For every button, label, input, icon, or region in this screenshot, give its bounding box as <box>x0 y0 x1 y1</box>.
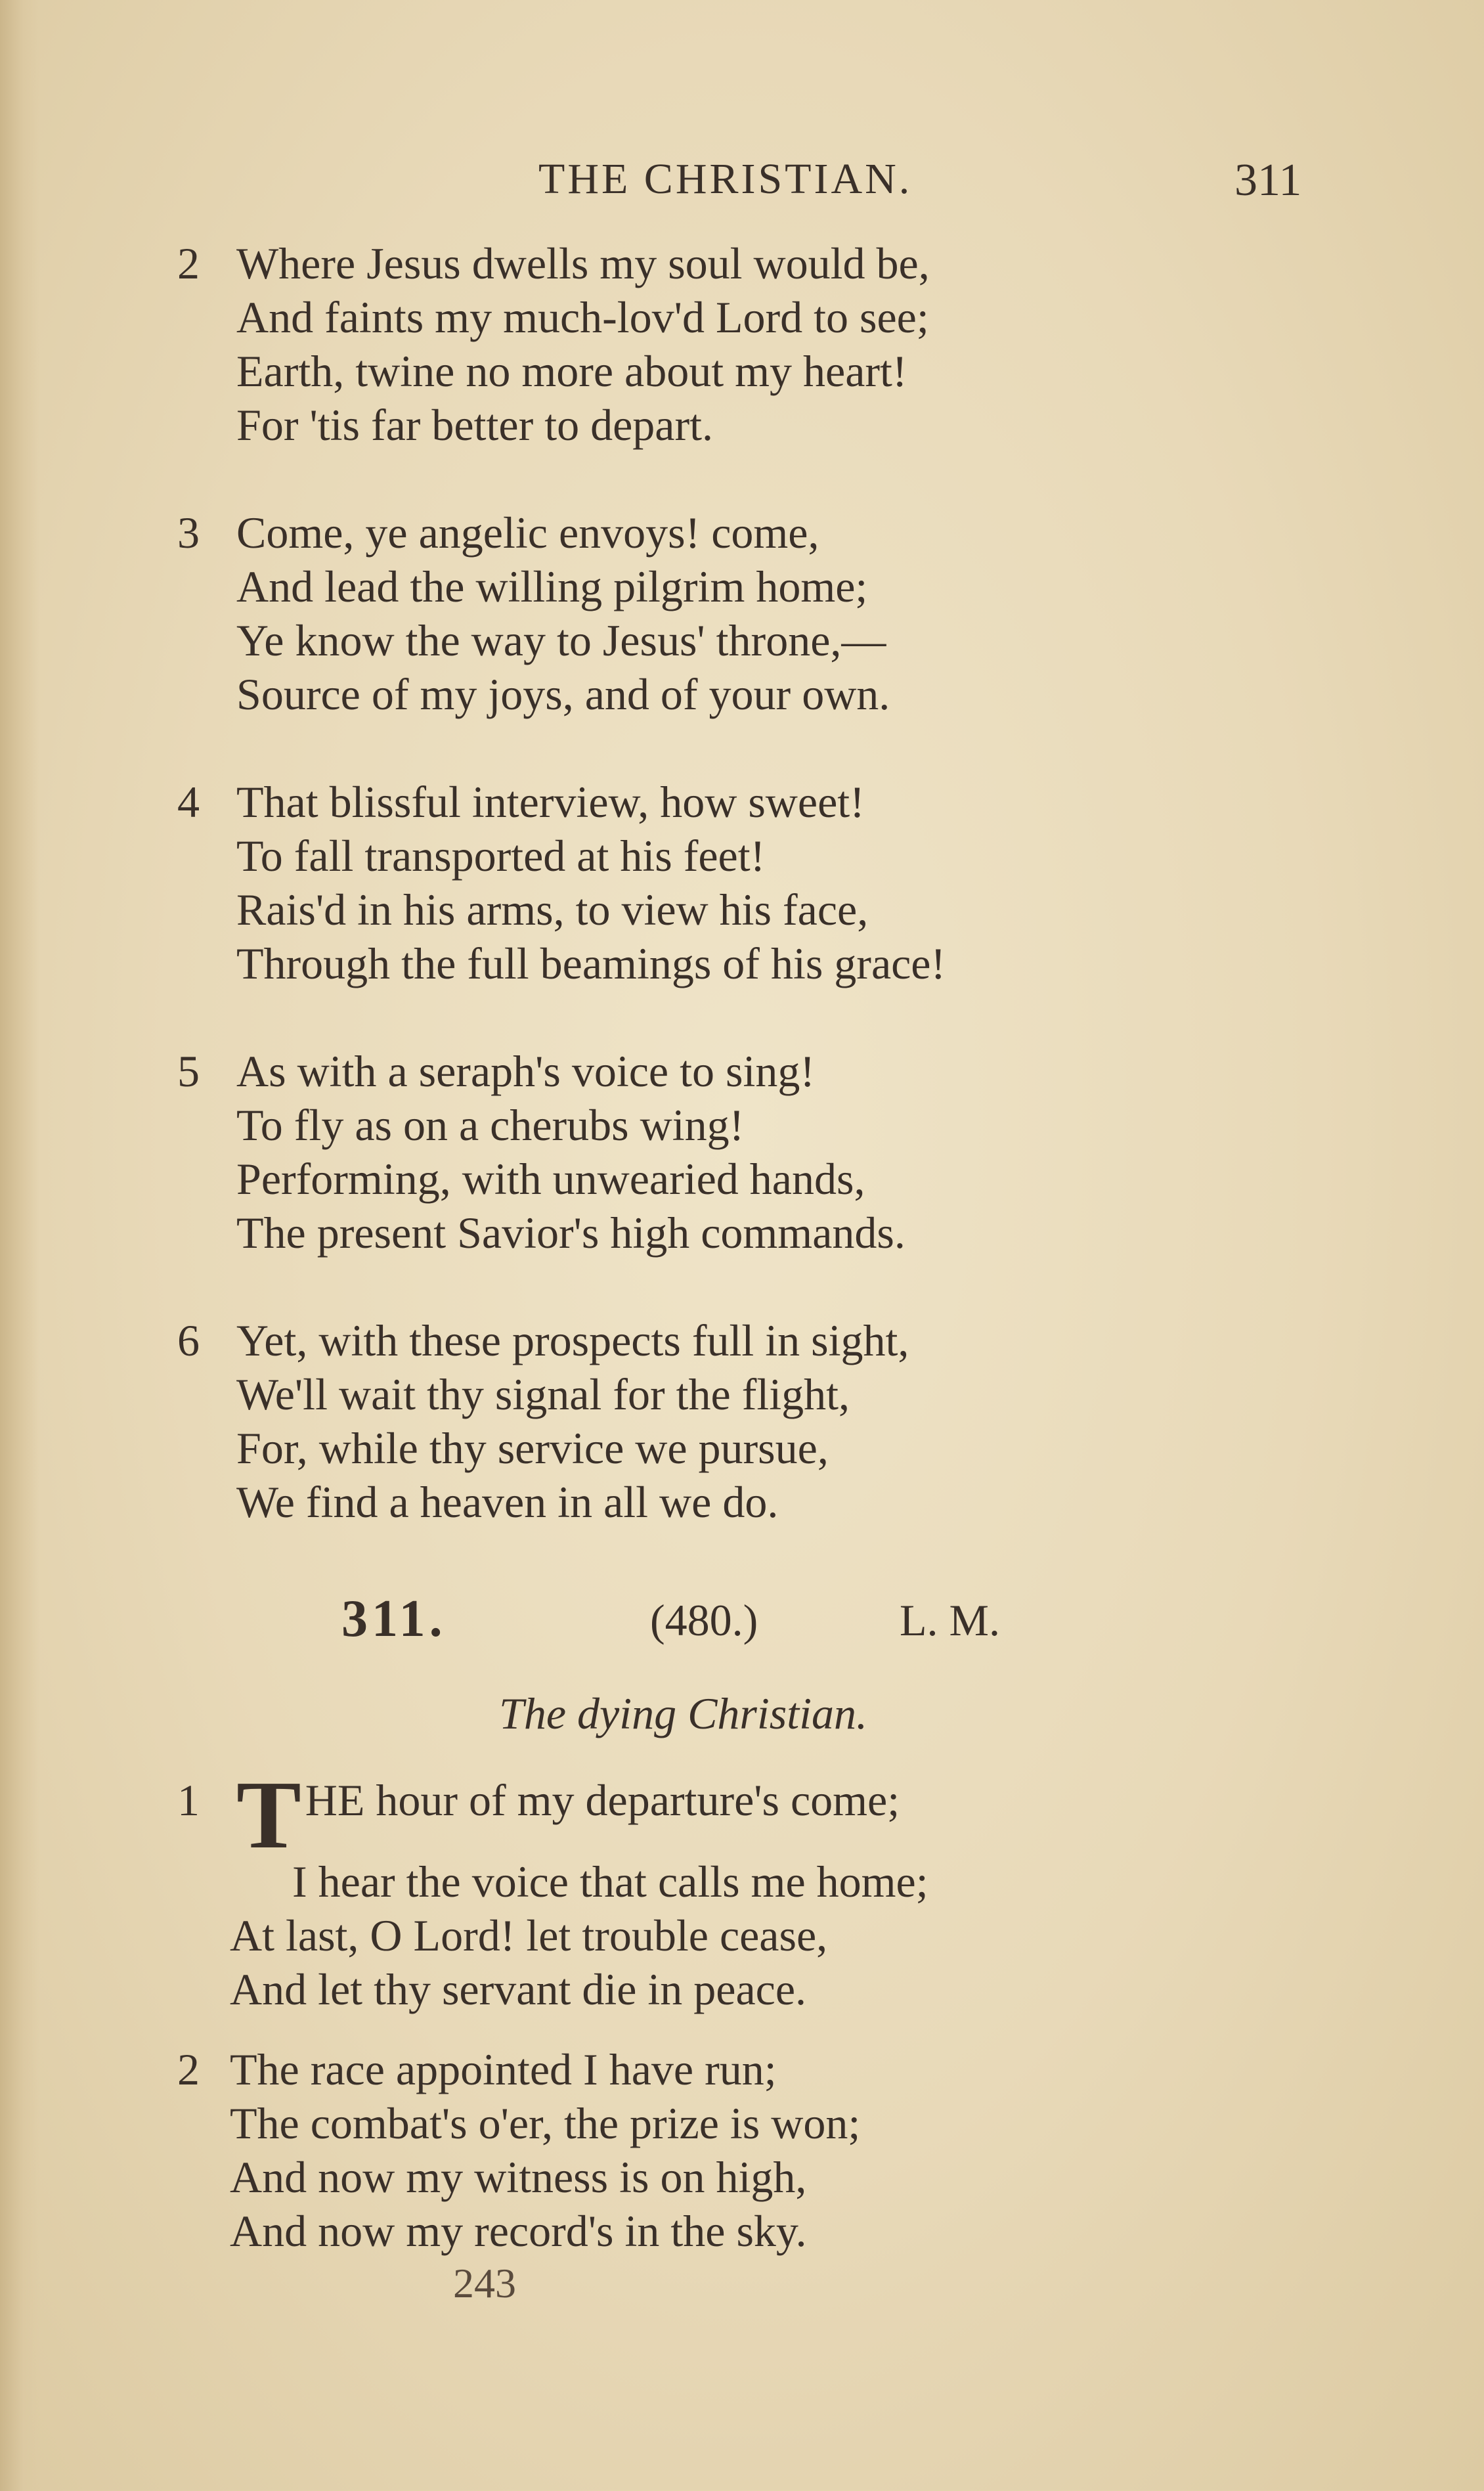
running-head: THE CHRISTIAN. <box>538 155 913 203</box>
stanza-line: To fly as on a cherubs wing! <box>236 1100 745 1150</box>
hymn-number: 311. <box>341 1590 447 1648</box>
stanza-line: 6 Yet, with these prospects full in sight, <box>177 1313 909 1367</box>
stanza-number: 3 <box>177 508 200 558</box>
stanza-line: 4 That blissful interview, how sweet! <box>177 775 946 829</box>
stanza-line: Performing, with unwearied hands, <box>236 1154 865 1204</box>
stanza-line: At last, O Lord! let trouble cease, <box>230 1910 828 1960</box>
stanza-number: 1 <box>177 1775 200 1825</box>
stanza-line: 2 The race appointed I have run; <box>177 2042 860 2096</box>
stanza-line: 3 Come, ye angelic envoys! come, <box>177 506 890 560</box>
page-binding-edge <box>0 0 39 2491</box>
stanza-3 <box>177 506 890 721</box>
hymn-title: The dying Christian. <box>499 1688 868 1738</box>
stanza-line: Earth, twine no more about my heart! <box>236 346 907 396</box>
stanza-line: And let thy servant die in peace. <box>230 1964 807 2014</box>
stanza-line: Rais'd in his arms, to view his face, <box>236 885 869 935</box>
stanza-line: For 'tis far better to depart. <box>236 400 714 450</box>
stanza-line: We find a heaven in all we do. <box>236 1477 779 1527</box>
hymn-meter: L. M. <box>900 1595 1000 1645</box>
stanza-line: For, while thy service we pursue, <box>236 1423 829 1473</box>
stanza-line: 2 Where Jesus dwells my soul would be, <box>177 236 930 290</box>
stanza-number: 5 <box>177 1046 200 1096</box>
stanza-number: 2 <box>177 238 200 288</box>
hymn-tune-reference: (480.) <box>650 1595 758 1645</box>
stanza-line: The present Savior's high commands. <box>236 1208 906 1258</box>
stanza-6 <box>177 1313 909 1529</box>
page-number: 311 <box>1234 155 1302 206</box>
stanza-line: Through the full beamings of his grace! <box>236 938 946 988</box>
stanza-4 <box>177 775 946 990</box>
stanza-line: And now my record's in the sky. <box>230 2206 807 2256</box>
stanza-line: And now my witness is on high, <box>230 2152 807 2202</box>
stanza-line: I hear the voice that calls me home; <box>292 1857 928 1907</box>
signature-mark: 243 <box>453 2260 516 2306</box>
drop-cap: T <box>236 1761 301 1869</box>
stanza-line: And lead the willing pilgrim home; <box>236 562 868 611</box>
hymn-stanza-2 <box>177 2042 860 2258</box>
stanza-line: 1 THE hour of my departure's come; <box>177 1761 900 1869</box>
stanza-line: We'll wait thy signal for the flight, <box>236 1369 850 1419</box>
stanza-line: 5 As with a seraph's voice to sing! <box>177 1044 906 1098</box>
stanza-line: Source of my joys, and of your own. <box>236 669 890 719</box>
stanza-number: 6 <box>177 1315 200 1365</box>
stanza-number: 2 <box>177 2044 200 2094</box>
stanza-line: To fall transported at his feet! <box>236 831 766 881</box>
stanza-line: Ye know the way to Jesus' throne,— <box>236 615 886 665</box>
stanza-number: 4 <box>177 777 200 827</box>
stanza-line: The combat's o'er, the prize is won; <box>230 2098 861 2148</box>
stanza-line: And faints my much-lov'd Lord to see; <box>236 292 929 342</box>
stanza-2 <box>177 236 930 452</box>
stanza-5 <box>177 1044 906 1260</box>
hymn-stanza-1 <box>177 1761 928 2016</box>
